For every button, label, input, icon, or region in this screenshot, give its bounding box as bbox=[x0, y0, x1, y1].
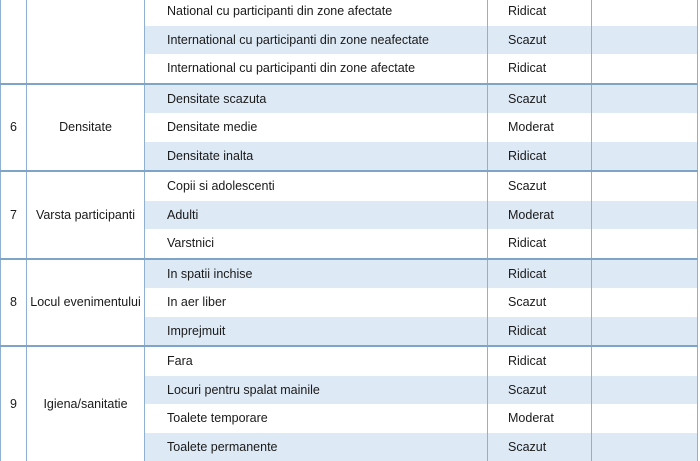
criterion-option: In aer liber bbox=[145, 288, 488, 317]
risk-level: Scazut bbox=[488, 433, 592, 461]
risk-level: Scazut bbox=[488, 171, 592, 201]
criterion-option: Densitate medie bbox=[145, 113, 488, 142]
criterion-category: Locul evenimentului bbox=[27, 259, 145, 347]
criterion-number: 6 bbox=[1, 84, 27, 172]
criterion-option: Toalete temporare bbox=[145, 404, 488, 433]
risk-level: Ridicat bbox=[488, 259, 592, 289]
criterion-option: In spatii inchise bbox=[145, 259, 488, 289]
notes-cell bbox=[592, 433, 698, 461]
risk-level: Moderat bbox=[488, 201, 592, 230]
notes-cell bbox=[592, 142, 698, 172]
criterion-option: Adulti bbox=[145, 201, 488, 230]
notes-cell bbox=[592, 259, 698, 289]
criterion-category bbox=[27, 0, 145, 84]
notes-cell bbox=[592, 171, 698, 201]
notes-cell bbox=[592, 404, 698, 433]
criterion-option: Densitate inalta bbox=[145, 142, 488, 172]
notes-cell bbox=[592, 288, 698, 317]
criterion-option: International cu participanti din zone neafectate bbox=[145, 26, 488, 55]
criterion-number: 8 bbox=[1, 259, 27, 347]
notes-cell bbox=[592, 54, 698, 84]
notes-cell bbox=[592, 376, 698, 405]
risk-level: Ridicat bbox=[488, 0, 592, 26]
table-row bbox=[1, 171, 698, 201]
criterion-option: Locuri pentru spalat mainile bbox=[145, 376, 488, 405]
criterion-option: Imprejmuit bbox=[145, 317, 488, 347]
risk-level: Ridicat bbox=[488, 54, 592, 84]
criterion-category: Densitate bbox=[27, 84, 145, 172]
notes-cell bbox=[592, 317, 698, 347]
criterion-number: 9 bbox=[1, 346, 27, 461]
table-row bbox=[1, 84, 698, 114]
notes-cell bbox=[592, 26, 698, 55]
notes-cell bbox=[592, 0, 698, 26]
criterion-option: Copii si adolescenti bbox=[145, 171, 488, 201]
criterion-option: Densitate scazuta bbox=[145, 84, 488, 114]
risk-level: Scazut bbox=[488, 84, 592, 114]
notes-cell bbox=[592, 346, 698, 376]
criterion-option: International cu participanti din zone afectate bbox=[145, 54, 488, 84]
criterion-category: Igiena/sanitatie bbox=[27, 346, 145, 461]
table-row bbox=[1, 346, 698, 376]
risk-level: Scazut bbox=[488, 376, 592, 405]
criterion-number: 7 bbox=[1, 171, 27, 259]
criterion-option: National cu participanti din zone afectate bbox=[145, 0, 488, 26]
table-row bbox=[1, 0, 698, 26]
criterion-category: Varsta participanti bbox=[27, 171, 145, 259]
risk-level: Ridicat bbox=[488, 346, 592, 376]
risk-level: Scazut bbox=[488, 288, 592, 317]
risk-level: Ridicat bbox=[488, 142, 592, 172]
notes-cell bbox=[592, 229, 698, 259]
table-row bbox=[1, 259, 698, 289]
risk-level: Scazut bbox=[488, 26, 592, 55]
risk-level: Moderat bbox=[488, 113, 592, 142]
notes-cell bbox=[592, 201, 698, 230]
risk-level: Ridicat bbox=[488, 229, 592, 259]
notes-cell bbox=[592, 84, 698, 114]
notes-cell bbox=[592, 113, 698, 142]
criterion-option: Varstnici bbox=[145, 229, 488, 259]
risk-table-body bbox=[1, 0, 698, 461]
criterion-option: Toalete permanente bbox=[145, 433, 488, 461]
criterion-option: Fara bbox=[145, 346, 488, 376]
criterion-number bbox=[1, 0, 27, 84]
risk-level: Ridicat bbox=[488, 317, 592, 347]
risk-level: Moderat bbox=[488, 404, 592, 433]
